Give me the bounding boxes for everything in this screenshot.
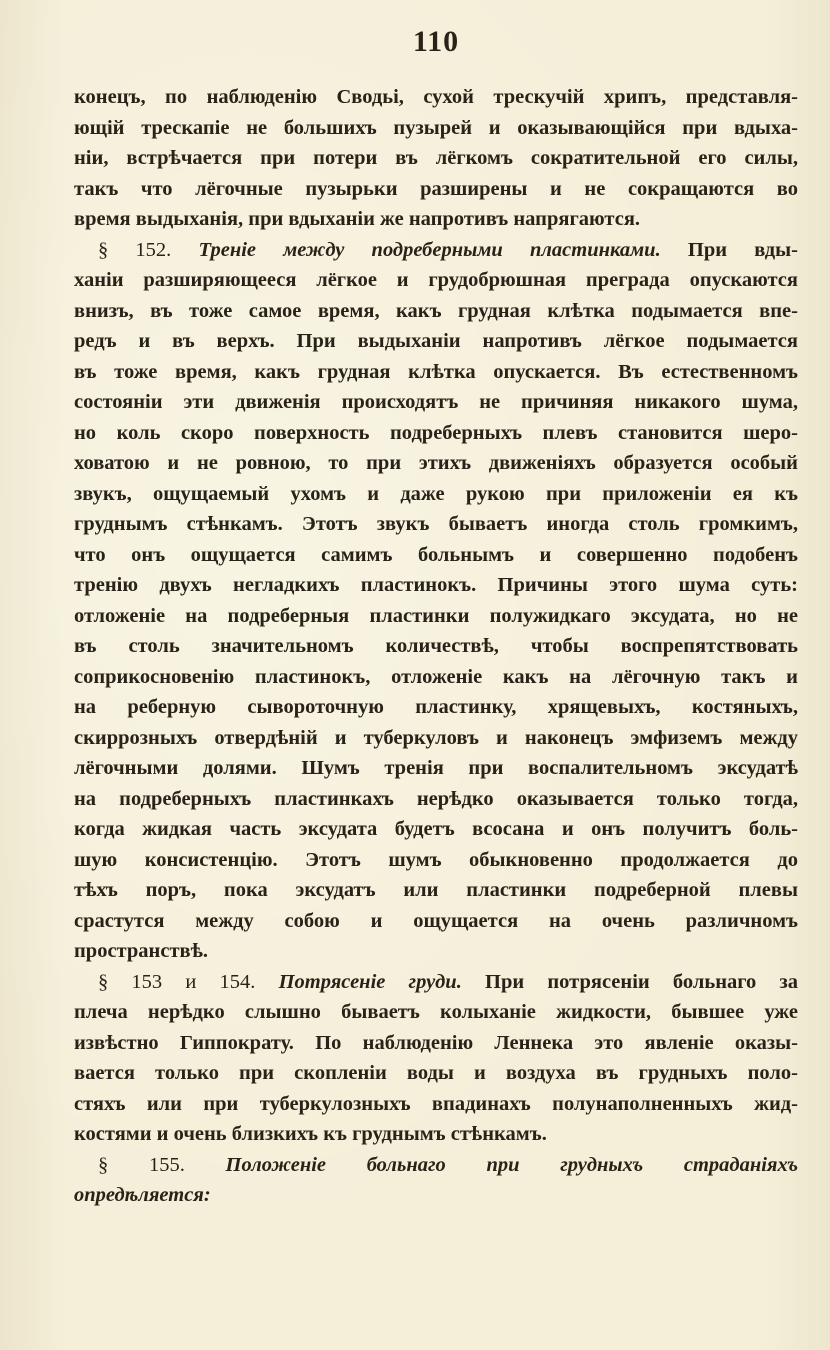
text-line <box>74 540 798 571</box>
text-line <box>74 387 798 418</box>
text-line <box>74 479 798 510</box>
text-run: конецъ, по наблюденію Сводьі, сухой трескучій хрипъ, представля- <box>74 86 798 108</box>
text-run: вается только при скопленіи воды и воздуха въ грудныхъ поло- <box>74 1062 798 1084</box>
text-line <box>74 845 798 876</box>
text-line <box>74 570 798 601</box>
text-line <box>74 692 798 723</box>
text-run: въ столь значительномъ количествѣ, чтобы воспрепятствовать <box>74 635 798 657</box>
text-run: ханіи разширяющееся лёгкое и грудобрюшная преграда опускаются <box>74 269 798 291</box>
text-line <box>74 265 798 296</box>
text-line <box>74 1058 798 1089</box>
text-line <box>74 631 798 662</box>
text-line <box>74 753 798 784</box>
text-run: внизъ, въ тоже самое время, какъ грудная клѣтка подымается впе- <box>74 299 798 322</box>
text-line <box>74 601 798 632</box>
text-run: ющій трескапіе не большихъ пузырей и оказывающійся при вдыха- <box>74 116 798 139</box>
text-run: тренію двухъ негладкихъ пластинокъ. Причины этого шума суть: <box>74 574 798 596</box>
text-line <box>74 448 798 479</box>
section-heading: опредѣляется: <box>74 1184 211 1206</box>
text-run: ніи, встрѣчается при потери въ лёгкомъ сократительной его силы, <box>74 147 798 169</box>
text-run: редъ и въ верхъ. При выдыханіи напротивъ лёгкое подымается <box>74 330 798 352</box>
section-number: § 155. <box>98 1153 226 1176</box>
text-run: лёгочными долями. Шумъ тренія при воспалительномъ эксудатѣ <box>74 757 798 779</box>
text-line <box>74 997 798 1028</box>
text-run: костями и очень близкихъ къ груднымъ стѣнкамъ. <box>74 1123 547 1145</box>
text-line <box>74 906 798 937</box>
text-run: ховатою и не ровною, то при этихъ движеніяхъ образуется особый <box>74 452 798 474</box>
text-run: извѣстно Гиппократу. По наблюденію Леннека это явленіе оказы- <box>74 1031 798 1054</box>
text-run: что онъ ощущается самимъ больнымъ и совершенно подобенъ <box>74 543 798 566</box>
text-line <box>74 662 798 693</box>
section-number: § 153 и 154. <box>98 970 279 993</box>
text-run: плеча нерѣдко слышно бываетъ колыханіе жидкости, бывшее уже <box>74 1001 798 1023</box>
text-line <box>74 936 798 967</box>
text-run: но коль скоро поверхность подреберныхъ плевъ становится шеро- <box>74 421 798 444</box>
text-run: пространствѣ. <box>74 940 209 962</box>
text-run: состояніи эти движенія происходятъ не причиняя никакого шума, <box>74 391 798 413</box>
text-line <box>74 814 798 845</box>
text-run: срастутся между собою и ощущается на очень различномъ <box>74 909 798 932</box>
text-line <box>74 82 798 113</box>
text-run: шую консистенцію. Этотъ шумъ обыкновенно продолжается до <box>74 848 798 871</box>
text-line <box>74 967 798 998</box>
body-text <box>74 82 798 1211</box>
section-heading: Треніе между подреберными пластинками. <box>198 238 661 261</box>
text-run: на подреберныхъ пластинкахъ нерѣдко оказывается только тогда, <box>74 787 798 810</box>
text-run: время выдыханія, при вдыханіи же напротивъ напрягаются. <box>74 208 641 230</box>
text-line <box>74 1150 798 1181</box>
section-number: § 152. <box>98 238 199 261</box>
section-heading: Положеніе больнаго при грудныхъ страданіяхъ <box>225 1153 798 1176</box>
text-line <box>74 204 798 235</box>
text-line <box>74 326 798 357</box>
text-run: соприкосновенію пластинокъ, отложеніе какъ на лёгочную такъ и <box>74 665 798 688</box>
text-line <box>74 875 798 906</box>
text-line <box>74 1119 798 1150</box>
text-line <box>74 1089 798 1120</box>
text-run: При вды- <box>660 238 798 261</box>
text-run: въ тоже время, какъ грудная клѣтка опускается. Въ естественномъ <box>74 360 798 383</box>
text-run: отложеніе на подреберныя пластинки полужидкаго эксудата, но не <box>74 604 798 627</box>
text-line <box>74 143 798 174</box>
text-line <box>74 1180 798 1211</box>
text-line <box>74 1028 798 1059</box>
text-line <box>74 418 798 449</box>
text-line <box>74 296 798 327</box>
section-heading: Потрясеніе груди. <box>278 970 462 993</box>
text-run: звукъ, ощущаемый ухомъ и даже рукою при приложеніи ея къ <box>74 482 798 505</box>
text-line <box>74 723 798 754</box>
text-run: на реберную сывороточную пластинку, хрящевыхъ, костяныхъ, <box>74 696 798 718</box>
text-line <box>74 174 798 205</box>
text-run: когда жидкая часть эксудата будетъ всосана и онъ получитъ боль- <box>74 818 798 840</box>
text-run: тѣхъ поръ, пока эксудатъ или пластинки подреберной плевы <box>74 879 798 901</box>
text-run: груднымъ стѣнкамъ. Этотъ звукъ бываетъ иногда столь громкимъ, <box>74 513 798 535</box>
page-number: 110 <box>412 25 460 58</box>
text-line <box>74 509 798 540</box>
text-line <box>74 113 798 144</box>
text-line <box>74 357 798 388</box>
text-line <box>74 784 798 815</box>
text-run: При потрясеніи больнаго за <box>461 970 798 993</box>
text-run: стяхъ или при туберкулозныхъ впадинахъ полунаполненныхъ жид- <box>74 1092 798 1115</box>
text-run: скиррозныхъ отвердѣній и туберкуловъ и наконецъ эмфиземъ между <box>74 726 798 749</box>
text-line <box>74 235 798 266</box>
text-run: такъ что лёгочные пузырьки разширены и не сокращаются во <box>74 177 798 200</box>
